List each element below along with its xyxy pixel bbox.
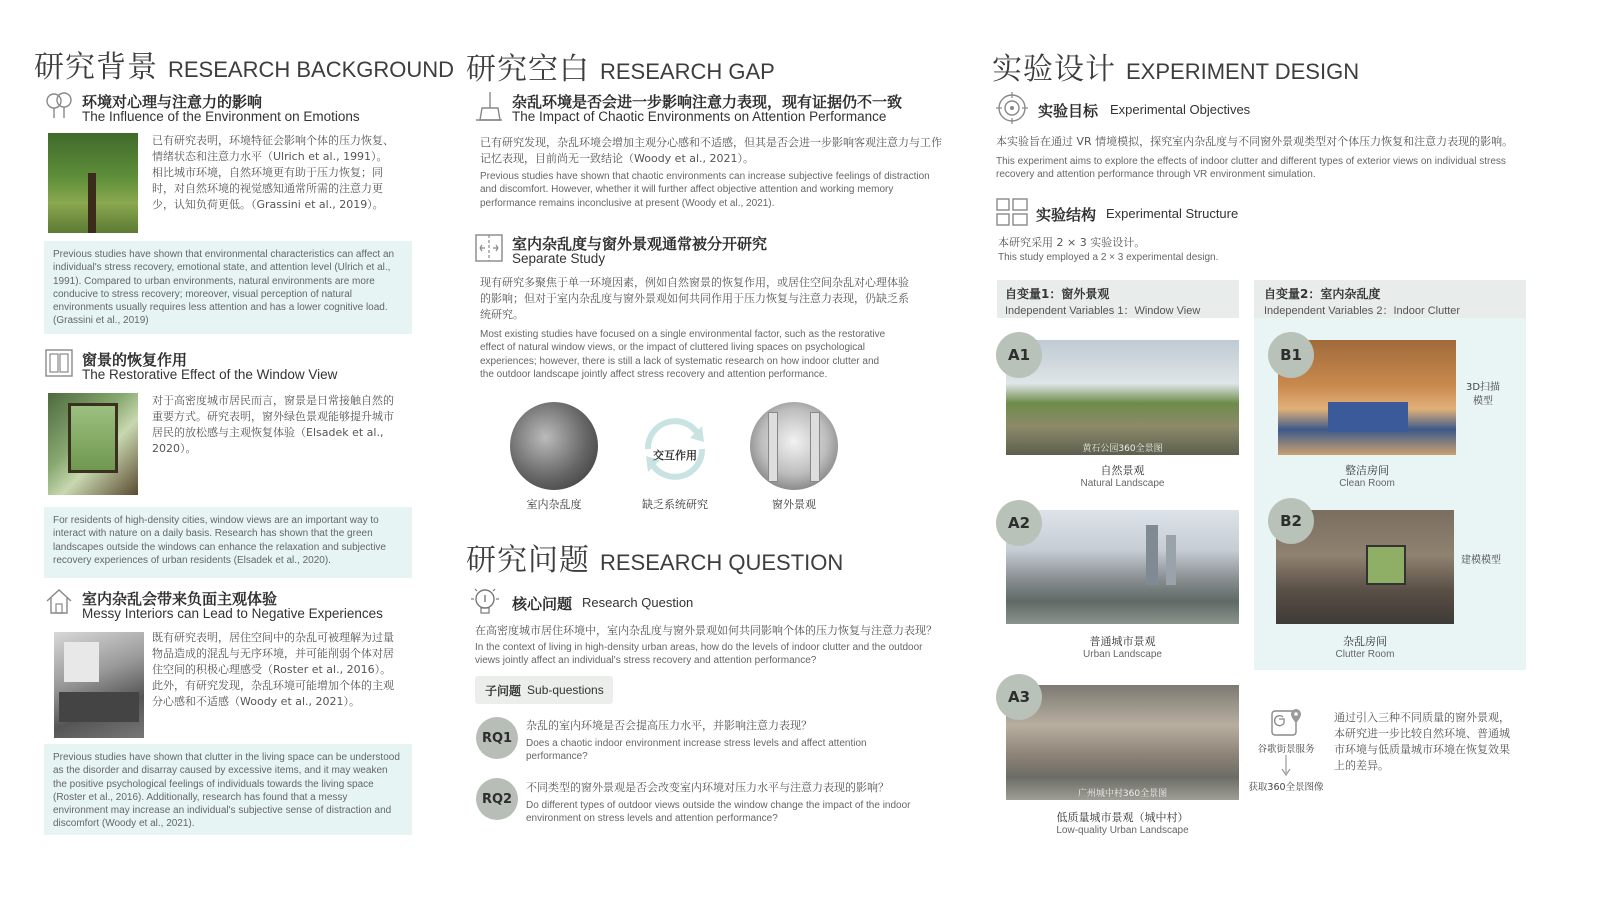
rq1-zh: 杂乱的室内环境是否会提高压力水平，并影响注意力表现？ <box>526 719 812 732</box>
var1-zh: 自变量1：窗外景观 <box>1005 287 1110 301</box>
tree-icon <box>44 90 74 120</box>
window-view-circle <box>750 402 838 490</box>
a2-badge: A2 <box>996 500 1042 546</box>
indoor-clutter-circle <box>510 402 598 490</box>
separate-icon <box>474 232 504 264</box>
b1-caption-en: Clean Room <box>1339 478 1395 489</box>
gap-item2-body-zh: 现有研究多聚焦于单一环境因素，例如自然窗景的恢复作用，或居住空间杂乱对心理体验的影响；但对于室内杂乱度与窗外景观如何共同作用于压力恢复与注意力表现，仍缺乏系统研究。 <box>480 276 909 321</box>
core-question-zh: 核心问题 <box>512 595 573 613</box>
gap-item1-heading-zh: 杂乱环境是否会进一步影响注意力表现，现有证据仍不一致 <box>512 93 903 111</box>
diagram-center-inner: 交互作用 <box>653 449 697 462</box>
rq2-zh: 不同类型的窗外景观是否会改变室内环境对压力水平与注意力表现的影响？ <box>526 781 889 794</box>
a2-caption <box>1006 633 1239 660</box>
background-title-zh: 研究背景 <box>34 50 158 85</box>
bg-item2-body-zh: 对于高密度城市居民而言，窗景是日常接触自然的重要方式。研究表明，窗外绿色景观能够提升城市居民的放松感与主观恢复体验（Elsadek et al., 2020）。 <box>152 394 394 455</box>
tree-photo <box>48 133 138 233</box>
var2-zh: 自变量2：室内杂乱度 <box>1264 287 1381 301</box>
question-title-zh: 研究问题 <box>466 543 590 578</box>
sub-questions-en: Sub-questions <box>527 683 604 697</box>
bg-item2-body-en: For residents of high-density cities, window views are an important way to interact with nature on a daily basis. Research has shown that the green landscapes outside the windows can enhance the relaxation and subjective recovery experiences of urban residents (Elsadek et al., 2020). <box>44 507 412 578</box>
design-note: 通过引入三种不同质量的窗外景观，本研究进一步比较自然环境、普通城市环境与低质量城市环境在恢复效果上的差异。 <box>1334 711 1510 772</box>
gap-item2-body-en: Most existing studies have focused on a single environmental factor, such as the restorative effect of natural window views, or the impact of cluttered living spaces on psychological experiences; however, there is still a lack of systematic research on how indoor clutter and the outdoor landscape jointly affect stress recovery and attention performance. <box>480 329 886 380</box>
broom-icon <box>474 90 504 122</box>
b1-caption-zh: 整洁房间 <box>1345 464 1389 477</box>
bg-item3-heading-en: Messy Interiors can Lead to Negative Experiences <box>82 606 383 621</box>
diagram-left-label: 室内杂乱度 <box>526 498 582 511</box>
objective-body-zh: 本实验旨在通过 VR 情境模拟，探究室内杂乱度与不同窗外景观类型对个体压力恢复和注意力表现的影响。 <box>996 135 1514 148</box>
gap-item1-body-zh: 已有研究发现，杂乱环境会增加主观分心感和不适感，但其是否会进一步影响客观注意力与工作记忆表现，目前尚无一致结论（Woody et al., 2021）。 <box>480 136 942 165</box>
rq2-en: Do different types of outdoor views outside the window change the impact of the indoor environment on stress levels and attention performance? <box>526 800 911 825</box>
structure-zh: 实验结构 <box>1036 206 1097 224</box>
maps-get-label: 获取360全景图像 <box>1248 782 1324 793</box>
bg-item2-heading-en: The Restorative Effect of the Window View <box>82 367 338 382</box>
core-question-body-zh: 在高密度城市居住环境中，室内杂乱度与窗外景观如何共同影响个体的压力恢复与注意力表现？ <box>475 624 937 637</box>
rq1-en: Does a chaotic indoor environment increase stress levels and affect attention performance? <box>526 738 867 763</box>
b2-side-note: 建模模型 <box>1461 555 1501 566</box>
sub-questions-zh: 子问题 <box>485 683 522 698</box>
question-title-en: RESEARCH QUESTION <box>600 550 844 575</box>
a1-photo-caption: 黄石公园360全景图 <box>1082 444 1163 454</box>
messy-room-photo <box>54 632 144 738</box>
gap-item1-heading-en: The Impact of Chaotic Environments on Attention Performance <box>512 109 887 124</box>
a1-caption-en: Natural Landscape <box>1080 478 1165 489</box>
bg-item1-body-zh: 已有研究表明，环境特征会影响个体的压力恢复、情绪状态和注意力水平（Ulrich et al., 1991）。相比城市环境，自然环境更有助于压力恢复；同时，对自然环境的视觉感知通常所需的注意力更少，认知负荷更低。（Grassini et al., 2019）。 <box>152 134 394 211</box>
diagram-center-label: 缺乏系统研究 <box>642 498 708 511</box>
a3-caption-zh: 低质量城市景观（城中村） <box>1056 811 1189 824</box>
bg-item1-heading-en: The Influence of the Environment on Emotions <box>82 109 360 124</box>
core-question-en: Research Question <box>582 595 694 610</box>
map-pin-icon <box>1270 707 1304 739</box>
sub-questions-tag <box>475 676 613 704</box>
b1-caption <box>1278 462 1456 489</box>
a2-caption-zh: 普通城市景观 <box>1089 635 1156 648</box>
a3-caption-en: Low-quality Urban Landscape <box>1056 825 1189 836</box>
a1-caption <box>1006 462 1239 489</box>
objective-zh: 实验目标 <box>1038 102 1099 120</box>
bg-item2-heading-zh: 窗景的恢复作用 <box>82 351 188 369</box>
question-title <box>466 535 843 579</box>
bg-item3-body-en: Previous studies have shown that clutter in the living space can be understood as the disorder and disarray caused by excessive items, and it may weaken the positive psychological feelings of individuals towards the living space (Roster et al., 2016). Additionally, research has found that a messy environment may increase an individual's subjective sense of distraction and discomfort (Woody et al., 2021). <box>44 744 412 835</box>
lightbulb-icon <box>468 585 502 617</box>
a1-caption-zh: 自然景观 <box>1100 464 1145 477</box>
gap-item2-heading-en: Separate Study <box>512 251 606 266</box>
a3-caption <box>986 809 1259 836</box>
b1-badge: B1 <box>1268 332 1314 378</box>
maps-label: 谷歌街景服务 <box>1257 744 1315 755</box>
target-icon <box>996 92 1028 124</box>
var2-header <box>1254 280 1526 318</box>
background-title <box>34 42 454 86</box>
a3-photo-caption: 广州城中村360全景图 <box>1077 789 1168 799</box>
b2-caption-zh: 杂乱房间 <box>1343 635 1387 648</box>
var1-header <box>997 280 1239 318</box>
house-icon <box>44 586 74 616</box>
window-icon <box>44 348 74 378</box>
structure-body-en: This study employed a 2 × 3 experimental design. <box>998 252 1219 263</box>
gap-item1-body-en: Previous studies have shown that chaotic environments can increase subjective feelings of distraction and discomfort. However, whether it will further affect objective attention and working memory performance remains inconclusive at present (Woody et al., 2021). <box>480 171 930 209</box>
structure-en: Experimental Structure <box>1106 206 1239 221</box>
bg-item1-body-en: Previous studies have shown that environmental characteristics can affect an individual's stress recovery, emotional state, and attention level (Ulrich et al., 1991). Compared to urban environments, natural environments are more conducive to stress recovery; moreover, visual perception of natural environments usually requires less attention and has a lower cognitive load. (Grassini et al., 2019) <box>44 241 412 334</box>
core-question-body-en: In the context of living in high-density urban areas, how do the levels of indoor clutter and the outdoor views jointly affect an individual's stress recovery and attention performance? <box>475 642 923 667</box>
bg-item1-heading-zh: 环境对心理与注意力的影响 <box>82 93 263 111</box>
var2-en: Independent Variables 2：Indoor Clutter <box>1264 305 1461 317</box>
design-title <box>992 44 1359 88</box>
rq1-badge: RQ1 <box>476 717 518 759</box>
structure-body-zh: 本研究采用 2 × 3 实验设计。 <box>998 236 1146 249</box>
gap-title-zh: 研究空白 <box>466 52 590 87</box>
objective-body-en: This experiment aims to explore the effects of indoor clutter and different types of exterior views on individual stress recovery and attention performance through VR environment simulation. <box>996 156 1506 181</box>
bg-item3-heading-zh: 室内杂乱会带来负面主观体验 <box>82 590 278 608</box>
a2-caption-en: Urban Landscape <box>1083 649 1162 660</box>
rq2-badge: RQ2 <box>476 778 518 820</box>
grid-structure-icon <box>996 198 1028 226</box>
gap-title-en: RESEARCH GAP <box>600 59 775 84</box>
arrow-down-icon <box>1281 755 1291 777</box>
b2-caption <box>1276 633 1454 660</box>
window-photo <box>48 393 138 495</box>
b1-side-note: 3D扫描 模型 <box>1465 382 1501 407</box>
background-title-en: RESEARCH BACKGROUND <box>168 57 455 82</box>
diagram-right-label: 窗外景观 <box>772 498 816 511</box>
a3-badge: A3 <box>996 674 1042 720</box>
b2-caption-en: Clutter Room <box>1335 649 1395 660</box>
objective-en: Experimental Objectives <box>1110 102 1251 117</box>
gap-item2-heading-zh: 室内杂乱度与窗外景观通常被分开研究 <box>512 235 768 253</box>
gap-title <box>466 44 775 88</box>
design-title-zh: 实验设计 <box>992 52 1116 87</box>
b2-badge: B2 <box>1268 498 1314 544</box>
var1-en: Independent Variables 1：Window View <box>1005 305 1201 317</box>
design-title-en: EXPERIMENT DESIGN <box>1126 59 1360 84</box>
bg-item3-body-zh: 既有研究表明，居住空间中的杂乱可被理解为过量物品造成的混乱与无序环境，并可能削弱个体对居住空间的积极心理感受（Roster et al., 2016）。此外，有研究发现，杂乱环境可能增加个体的主观分心感和不适感（Woody et al., 2021）。 <box>152 631 394 708</box>
a1-badge: A1 <box>996 332 1042 378</box>
